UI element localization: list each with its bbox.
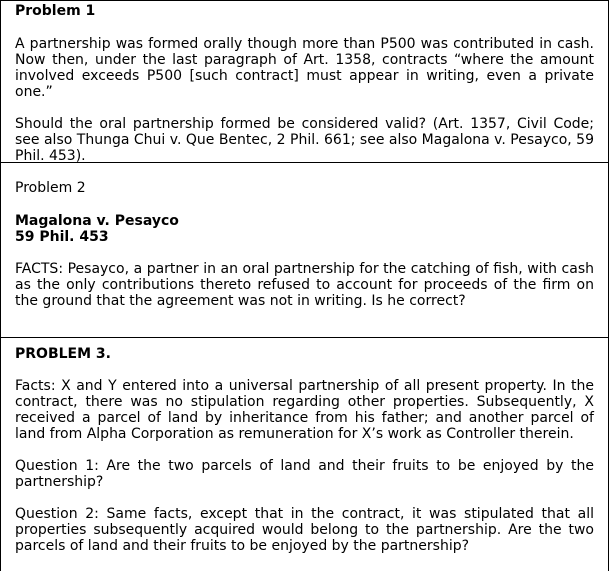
problem-3-facts: Facts: X and Y entered into a universal partnership of all present property. In the contract, there was no stipulation regarding other properties. Subsequently, X received a parcel of land by inheritance from his father; and another parcel of land from Alpha Corporation as remuneration for X’s work as Controller therein.	[15, 378, 594, 442]
problem-3-cell	[1, 338, 608, 571]
problem-2-title: Problem 2	[15, 180, 86, 196]
problem-2-cell	[1, 163, 608, 338]
problem-1-title: Problem 1	[15, 3, 96, 19]
problem-1-paragraph-1: A partnership was formed orally though more than P500 was contributed in cash. Now then, under the last paragraph of Art. 1358, contracts “where the amount involved exceeds P500 [such contract] must appear in writing, even a private one.”	[15, 36, 594, 100]
problem-1-cell	[1, 0, 608, 163]
problem-2-case-citation: 59 Phil. 453	[15, 229, 109, 245]
problem-2-facts: FACTS: Pesayco, a partner in an oral partnership for the catching of fish, with cash as the only contributions thereto refused to account for proceeds of the firm on the ground that the agreement was not in writing. Is he correct?	[15, 261, 594, 309]
problem-1-paragraph-2: Should the oral partnership formed be considered valid? (Art. 1357, Civil Code; see also Thunga Chui v. Que Bentec, 2 Phil. 661; see also Magalona v. Pesayco, 59 Phil. 453).	[15, 116, 594, 164]
problem-3-question-2: Question 2: Same facts, except that in the contract, it was stipulated that all properties subsequently acquired would belong to the partnership. Are the two parcels of land and their fruits to be enjoyed by the partnership?	[15, 506, 594, 554]
problem-3-question-1: Question 1: Are the two parcels of land and their fruits to be enjoyed by the partnership?	[15, 458, 594, 490]
problem-2-case-name: Magalona v. Pesayco	[15, 213, 179, 229]
problem-3-title: PROBLEM 3.	[15, 346, 111, 362]
